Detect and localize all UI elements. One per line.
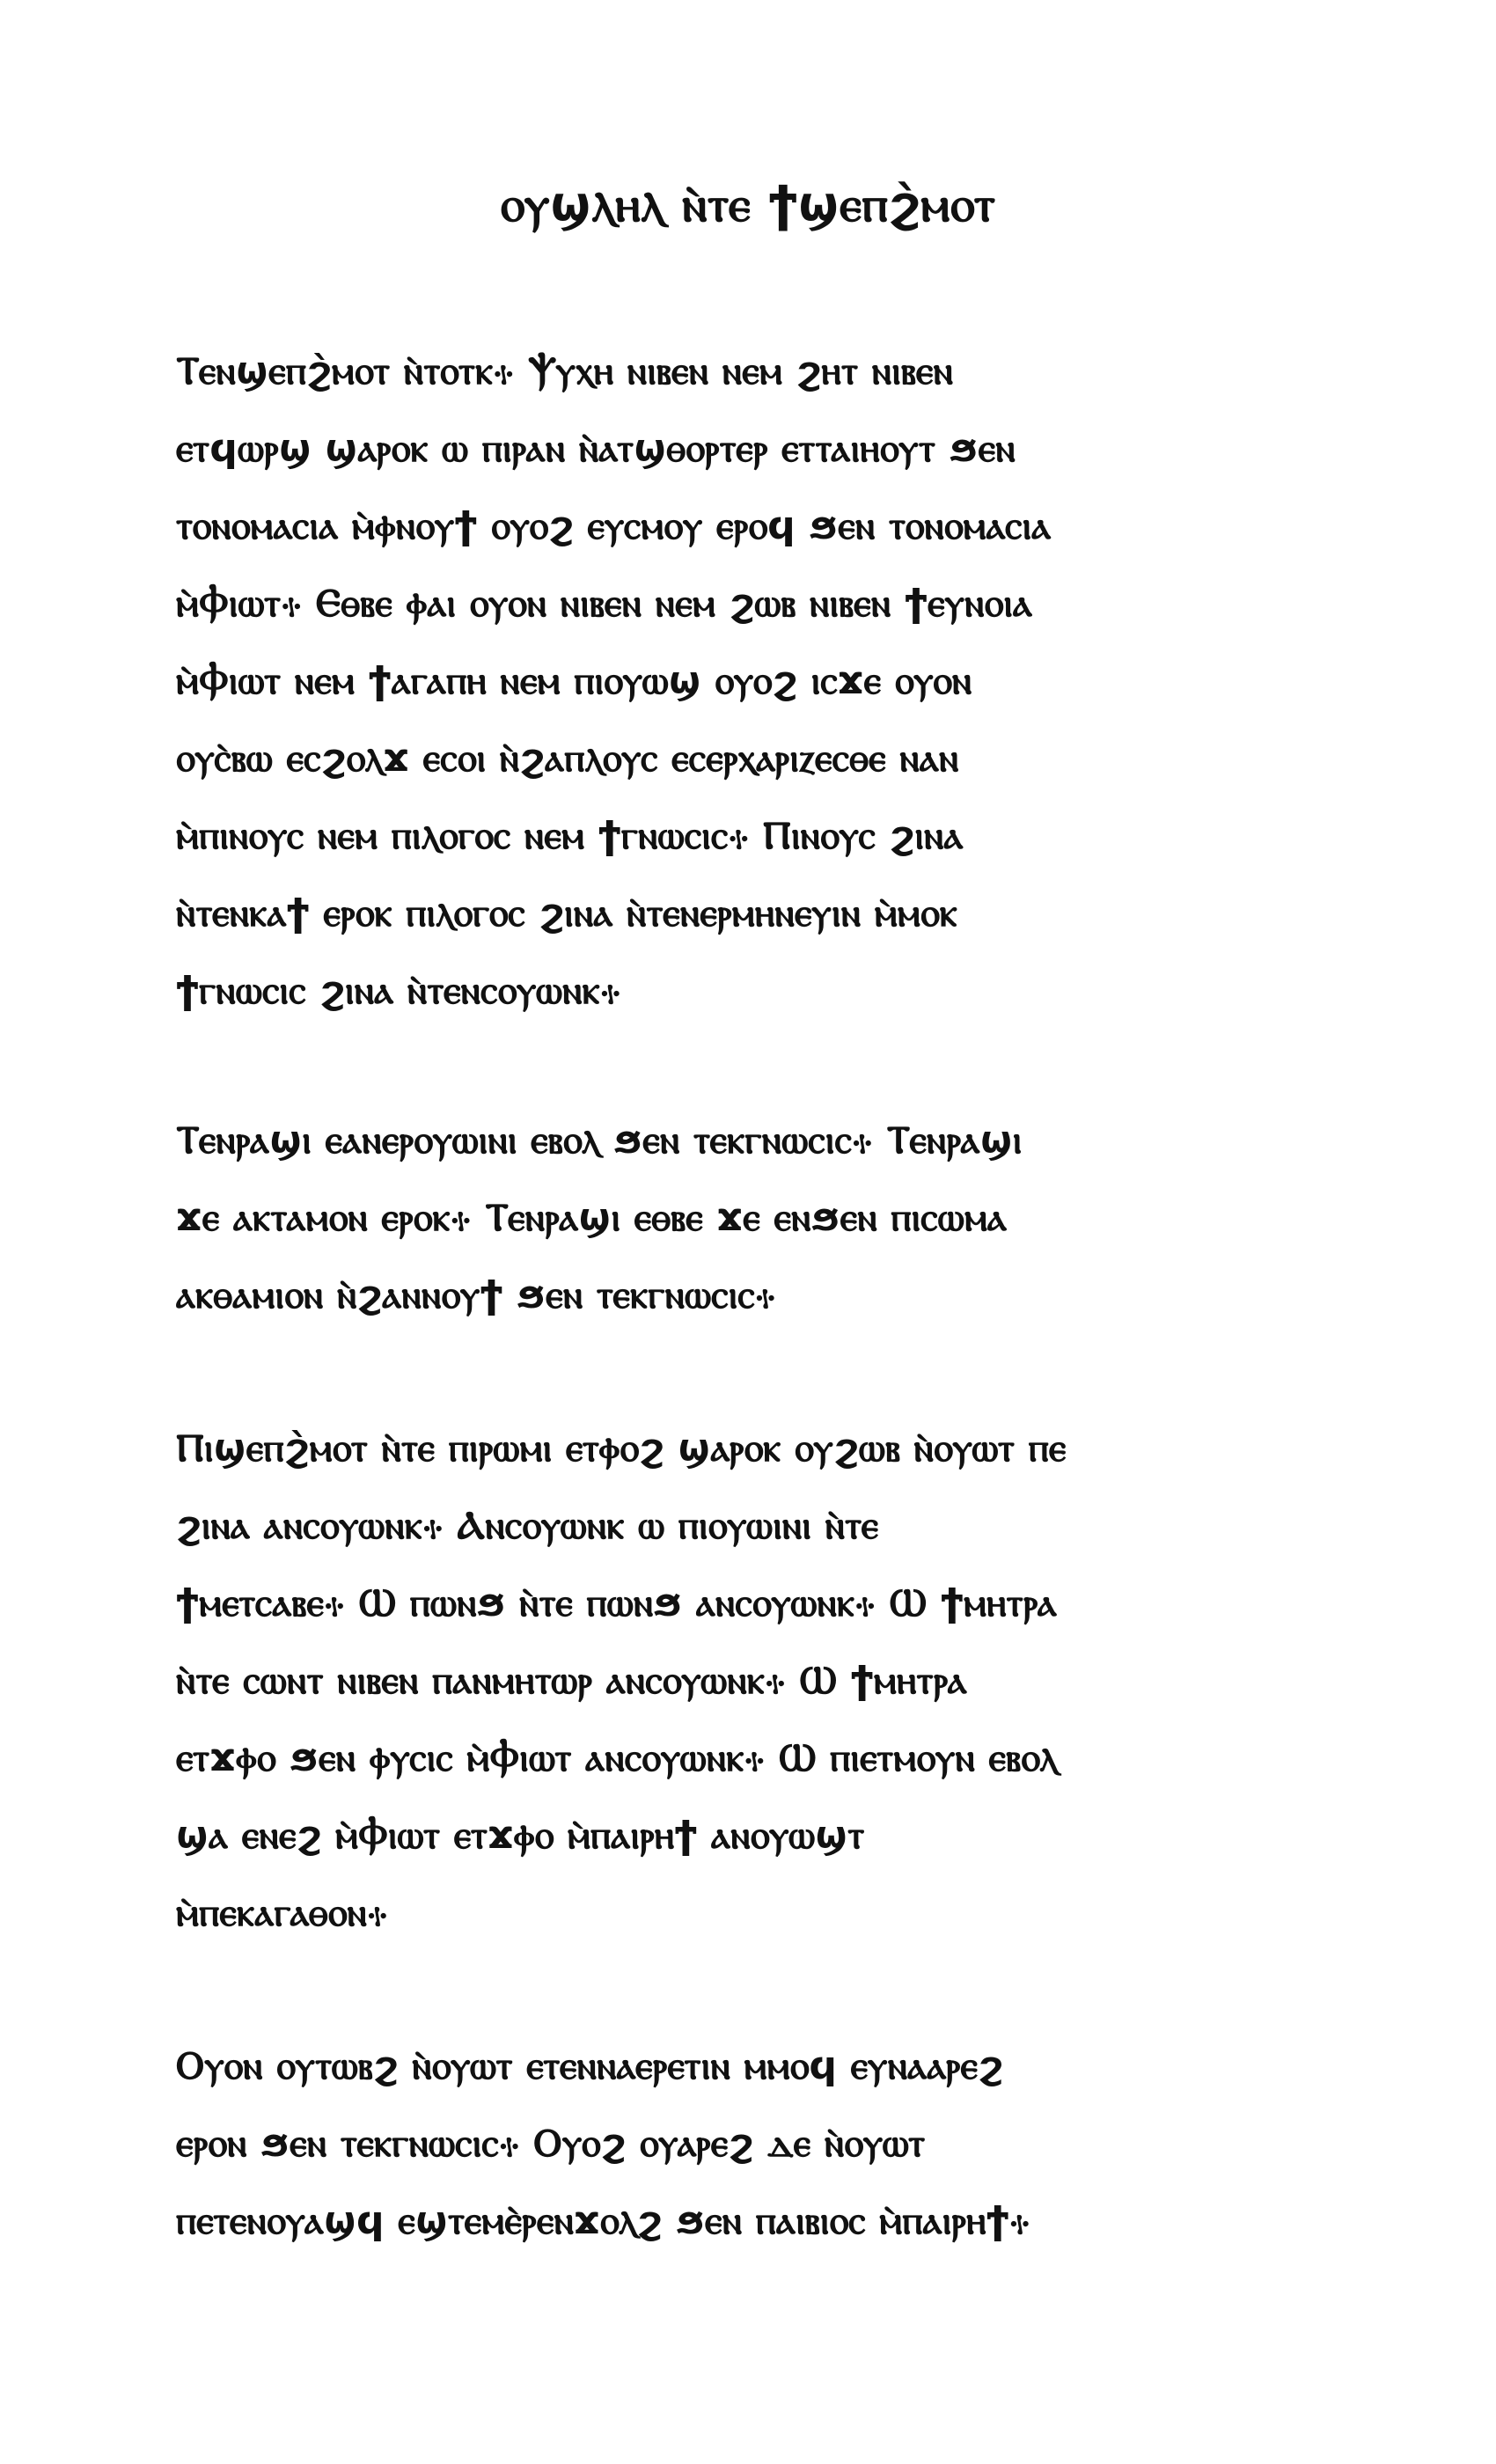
text-line: ⲉⲧϥⲱⲣϣ ϣⲁⲣⲟⲕ ⲱ ⲡⲓⲣⲁⲛ ⲛ̀ⲁⲧϣⲑⲟⲣⲧⲉⲣ ⲉⲧⲧⲁⲓⲏⲟⲩⲧ ϧⲉⲛ <box>176 426 1016 471</box>
text-line: ⲛ̀ⲧⲉ ⲥⲱⲛⲧ ⲛⲓⲃⲉⲛ ⲡⲁⲛⲙⲏⲧⲱⲣ ⲁⲛⲥⲟⲩⲱⲛⲕ⳾ Ⲱ ϯⲙⲏⲧⲣⲁ <box>176 1658 967 1703</box>
text-line: ⲉⲣⲟⲛ ϧⲉⲛ ⲧⲉⲕⲅⲛⲱⲥⲓⲥ⳾ Ⲟⲩⲟϩ ⲟⲩⲁⲣⲉϩ ⲇⲉ ⲛ̀ⲟⲩⲱⲧ <box>176 2121 926 2166</box>
text-line: ϫⲉ ⲁⲕⲧⲁⲙⲟⲛ ⲉⲣⲟⲕ⳾ Ⲧⲉⲛⲣⲁϣⲓ ⲉⲑⲃⲉ ϫⲉ ⲉⲛϧⲉⲛ ⲡⲓⲥⲱⲙⲁ <box>176 1195 1008 1240</box>
text-line: ⲙ̀ⲡⲓⲛⲟⲩⲥ ⲛⲉⲙ ⲡⲓⲗⲟⲅⲟⲥ ⲛⲉⲙ ϯⲅⲛⲱⲥⲓⲥ⳾ Ⲡⲓⲛⲟⲩⲥ ϩⲓⲛⲁ <box>176 813 964 858</box>
text-line: Ⲧⲉⲛⲣⲁϣⲓ ⲉⲁⲛⲉⲣⲟⲩⲱⲓⲛⲓ ⲉⲃⲟⲗ ϧⲉⲛ ⲧⲉⲕⲅⲛⲱⲥⲓⲥ⳾ Ⲧⲉⲛⲣⲁϣⲓ <box>176 1118 1023 1162</box>
text-line: ⲛ̀ⲧⲉⲛⲕⲁϯ ⲉⲣⲟⲕ ⲡⲓⲗⲟⲅⲟⲥ ϩⲓⲛⲁ ⲛ̀ⲧⲉⲛⲉⲣⲙⲏⲛⲉⲩⲓⲛ ⲙ̀ⲙⲟⲕ <box>176 891 957 935</box>
paragraph-3 <box>176 1410 1373 1952</box>
text-line: Ⲟⲩⲟⲛ ⲟⲩⲧⲱⲃϩ ⲛ̀ⲟⲩⲱⲧ ⲉⲧⲉⲛⲛⲁⲉⲣⲉⲧⲓⲛ ⲙⲙⲟϥ ⲉⲩⲛⲁⲁⲣⲉϩ <box>176 2043 1004 2088</box>
text-line: ⲉⲧϫⲫⲟ ϧⲉⲛ ⲫⲩⲥⲓⲥ ⲙ̀Ⲫⲓⲱⲧ ⲁⲛⲥⲟⲩⲱⲛⲕ⳾ Ⲱ ⲡⲓⲉⲧⲙⲟⲩⲛ ⲉⲃⲟⲗ <box>176 1735 1059 1780</box>
text-line: ϩⲓⲛⲁ ⲁⲛⲥⲟⲩⲱⲛⲕ⳾ Ⲁⲛⲥⲟⲩⲱⲛⲕ ⲱ ⲡⲓⲟⲩⲱⲓⲛⲓ ⲛ̀ⲧⲉ <box>176 1503 879 1548</box>
text-line: Ⲧⲉⲛϣⲉⲡϩ̀ⲙⲟⲧ ⲛ̀ⲧⲟⲧⲕ⳾ Ⲯⲩⲭⲏ ⲛⲓⲃⲉⲛ ⲛⲉⲙ ϩⲏⲧ ⲛⲓⲃⲉⲛ <box>176 348 954 393</box>
text-line: ⲙ̀ⲡⲉⲕⲁⲅⲁⲑⲟⲛ⳾ <box>176 1890 388 1935</box>
paragraph-1 <box>176 333 1373 1030</box>
text-line: ⲙ̀Ⲫⲓⲱⲧ⳾ Ⲉⲑⲃⲉ ⲫⲁⲓ ⲟⲩⲟⲛ ⲛⲓⲃⲉⲛ ⲛⲉⲙ ϩⲱⲃ ⲛⲓⲃⲉⲛ ϯⲉⲩⲛⲟⲓⲁ <box>176 581 1033 626</box>
text-line: ⲟⲩⲥ̀ⲃⲱ ⲉⲥϩⲟⲗϫ ⲉⲥⲟⲓ ⲛ̀ϩⲁⲡⲗⲟⲩⲥ ⲉⲥⲉⲣⲭⲁⲣⲓⲍⲉⲥⲑⲉ ⲛⲁⲛ <box>176 736 959 781</box>
paragraph-4 <box>176 2028 1373 2260</box>
text-line: Ⲡⲓϣⲉⲡϩ̀ⲙⲟⲧ ⲛ̀ⲧⲉ ⲡⲓⲣⲱⲙⲓ ⲉⲧⲫⲟϩ ϣⲁⲣⲟⲕ ⲟⲩϩⲱⲃ ⲛ̀ⲟⲩⲱⲧ ⲡⲉ <box>176 1426 1067 1470</box>
text-line: ⲡⲉⲧⲉⲛⲟⲩⲁϣϥ ⲉϣⲧⲉⲙⲉ̀ⲣⲉⲛϫⲟⲗϩ ϧⲉⲛ ⲡⲁⲓⲃⲓⲟⲥ ⲙ̀ⲡⲁⲓⲣⲏϯ⳾ <box>176 2198 1030 2243</box>
prayer-title: ⲟⲩϣⲗⲏⲗ ⲛ̀ⲧⲉ ϯϣⲉⲡϩ̀ⲙⲟⲧ <box>500 176 996 233</box>
text-line: ϣⲁ ⲉⲛⲉϩ ⲙ̀Ⲫⲓⲱⲧ ⲉⲧϫⲫⲟ ⲙ̀ⲡⲁⲓⲣⲏϯ ⲁⲛⲟⲩⲱϣⲧ <box>176 1813 865 1858</box>
paragraph-2 <box>176 1102 1373 1334</box>
text-line: ⲧⲟⲛⲟⲙⲁⲥⲓⲁ ⲙ̀ⲫⲛⲟⲩϯ ⲟⲩⲟϩ ⲉⲩⲥⲙⲟⲩ ⲉⲣⲟϥ ϧⲉⲛ ⲧⲟⲛⲟⲙⲁⲥⲓⲁ <box>176 503 1052 548</box>
text-line: ⲁⲕⲑⲁⲙⲓⲟⲛ ⲛ̀ϩⲁⲛⲛⲟⲩϯ ϧⲉⲛ ⲧⲉⲕⲅⲛⲱⲥⲓⲥ⳾ <box>176 1272 776 1317</box>
text-line: ϯⲙⲉⲧⲥⲁⲃⲉ⳾ Ⲱ ⲡⲱⲛϧ ⲛ̀ⲧⲉ ⲡⲱⲛϧ ⲁⲛⲥⲟⲩⲱⲛⲕ⳾ Ⲱ ϯⲙⲏⲧⲣⲁ <box>176 1580 1058 1625</box>
text-line: ϯⲅⲛⲱⲥⲓⲥ ϩⲓⲛⲁ ⲛ̀ⲧⲉⲛⲥⲟⲩⲱⲛⲕ⳾ <box>176 968 621 1013</box>
text-line: ⲙ̀Ⲫⲓⲱⲧ ⲛⲉⲙ ϯⲁⲅⲁⲡⲏ ⲛⲉⲙ ⲡⲓⲟⲩⲱϣ ⲟⲩⲟϩ ⲓⲥϫⲉ ⲟⲩⲟⲛ <box>176 658 972 703</box>
